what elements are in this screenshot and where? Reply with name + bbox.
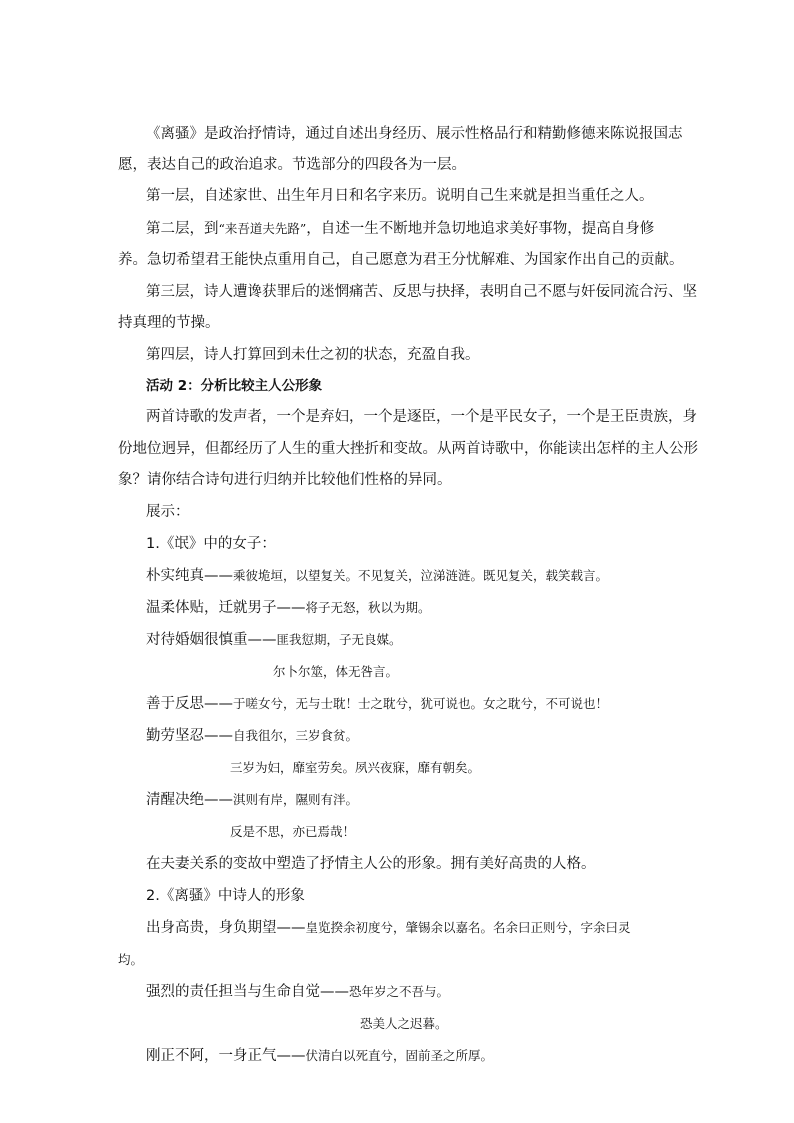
trait-label: 强烈的责任担当与生命自觉—— (146, 984, 349, 1000)
section-1-summary: 在夫妻关系的变故中塑造了抒情主人公的形象。拥有美好高贵的人格。 (146, 856, 596, 872)
poem-quote: 自我徂尔，三岁食贫。 (233, 728, 359, 743)
section-1-row-3-continuation: 尔卜尔筮，体无咎言。 (273, 664, 399, 679)
paragraph-layer-2-line-1 (146, 219, 654, 239)
section-1-row-3 (146, 630, 402, 650)
poem-quote: 恐年岁之不吾与。 (349, 984, 450, 999)
trait-label: 对待婚姻很慎重—— (146, 632, 277, 648)
trait-label: 朴实纯真—— (146, 568, 233, 584)
trait-label: 善于反思—— (146, 696, 233, 712)
paragraph-layer-3-line-1: 第三层，诗人遭谗获罪后的迷惘痛苦、反思与抉择，表明自己不愿与奸佞同流合污、坚 (146, 284, 697, 300)
poem-quote: 于嗟女兮，无与士耽！士之耽兮，犹可说也。女之耽兮，不可说也！ (233, 696, 609, 711)
section-2-row-2-continuation: 恐美人之迟暮。 (360, 1016, 448, 1031)
poem-quote: 乘彼垝垣，以望复关。不见复关，泣涕涟涟。既见复关，载笑载言。 (233, 568, 609, 583)
section-1-row-4 (146, 694, 608, 714)
section-2-row-3 (146, 1046, 493, 1066)
section-2-row-2 (146, 982, 449, 1002)
poem-quote: 皇览揆余初度兮，肇锡余以嘉名。名余曰正则兮，字余曰灵 (305, 920, 631, 935)
paragraph-layer-2-line-2: 养。急切希望君王能快点重用自己，自己愿意为君王分忧解难、为国家作出自己的贡献。 (118, 252, 684, 268)
section-2-row-1-continuation: 均。 (118, 952, 144, 967)
paragraph-intro-line-2: 愿，表达自己的政治追求。节选部分的四段各为一层。 (118, 157, 466, 173)
trait-label: 勤劳坚忍—— (146, 728, 233, 744)
show-label: 展示： (146, 504, 190, 520)
trait-label: 刚正不阿，一身正气—— (146, 1048, 306, 1064)
paragraph-layer-3-line-2: 持真理的节操。 (118, 315, 220, 331)
poem-quote: 匪我愆期，子无良媒。 (276, 632, 402, 647)
paragraph-activity-line-2: 份地位迥异，但都经历了人生的重大挫折和变故。从两首诗歌中，你能读出怎样的主人公形 (118, 441, 698, 457)
poem-quote: 将子无怒，秋以为期。 (305, 600, 431, 615)
layer-2-quote: “来吾道夫先路” (218, 221, 307, 236)
section-2-title: 2.《离骚》中诗人的形象 (146, 888, 305, 904)
paragraph-layer-4: 第四层，诗人打算回到未仕之初的状态，充盈自我。 (146, 347, 480, 363)
section-1-row-6-continuation: 反是不思，亦已焉哉！ (230, 824, 356, 839)
poem-quote: 伏清白以死直兮，固前圣之所厚。 (305, 1048, 494, 1063)
activity-heading: 活动 2：分析比较主人公形象 (146, 378, 323, 394)
section-1-title: 1.《氓》中的女子： (146, 536, 276, 552)
paragraph-layer-1: 第一层，自述家世、出生年月日和名字来历。说明自己生来就是担当重任之人。 (146, 188, 654, 204)
trait-label: 出身高贵，身负期望—— (146, 920, 306, 936)
paragraph-intro-line-1: 《离骚》是政治抒情诗，通过自述出身经历、展示性格品行和精勤修德来陈说报国志 (146, 126, 683, 142)
section-1-row-6 (146, 790, 358, 810)
layer-2-rest: ，自述一生不断地并急切地追求美好事物，提高自身修 (306, 221, 655, 237)
section-1-row-5-continuation: 三岁为妇，靡室劳矣。夙兴夜寐，靡有朝矣。 (230, 760, 481, 775)
poem-quote: 淇则有岸，隰则有泮。 (233, 792, 359, 807)
section-1-row-1 (146, 566, 608, 586)
section-1-row-2 (146, 598, 431, 618)
section-1-row-5 (146, 726, 358, 746)
trait-label: 清醒决绝—— (146, 792, 233, 808)
layer-2-lead: 第二层，到 (146, 221, 219, 237)
paragraph-activity-line-3: 象？请你结合诗句进行归纳并比较他们性格的异同。 (118, 472, 452, 488)
trait-label: 温柔体贴，迁就男子—— (146, 600, 306, 616)
section-2-row-1 (146, 918, 631, 938)
paragraph-activity-line-1: 两首诗歌的发声者，一个是弃妇，一个是逐臣，一个是平民女子，一个是王臣贵族，身 (146, 409, 697, 425)
